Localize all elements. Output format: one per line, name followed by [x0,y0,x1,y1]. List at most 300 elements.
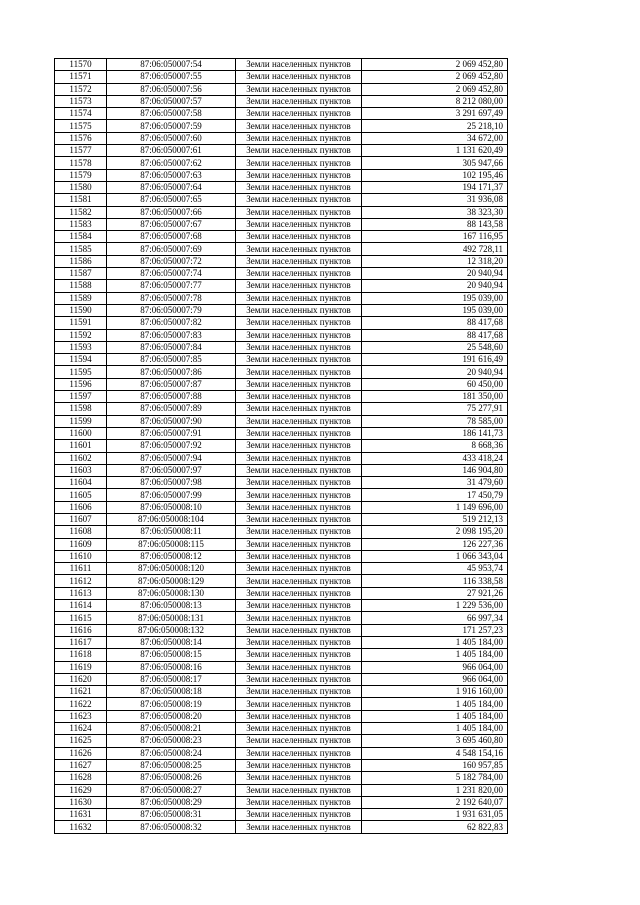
table-row [55,317,508,329]
row-number-cell: 11626 [55,747,107,759]
land-category-cell: Земли населенных пунктов [236,268,362,280]
land-category-cell: Земли населенных пунктов [236,587,362,599]
table-row [55,440,508,452]
cadastral-number-cell: 87:06:050007:83 [107,329,236,341]
row-number-cell: 11585 [55,243,107,255]
table-row [55,489,508,501]
cadastral-number-cell: 87:06:050008:10 [107,501,236,513]
land-category-cell: Земли населенных пунктов [236,120,362,132]
table-row [55,280,508,292]
land-category-cell: Земли населенных пунктов [236,341,362,353]
row-number-cell: 11622 [55,698,107,710]
land-category-cell: Земли населенных пунктов [236,550,362,562]
land-category-cell: Земли населенных пунктов [236,477,362,489]
cadastral-number-cell: 87:06:050008:129 [107,575,236,587]
cadastral-value-cell: 126 227,36 [362,538,508,550]
cadastral-value-cell: 25 218,10 [362,120,508,132]
row-number-cell: 11614 [55,600,107,612]
land-category-cell: Земли населенных пунктов [236,489,362,501]
row-number-cell: 11602 [55,452,107,464]
row-number-cell: 11613 [55,587,107,599]
row-number-cell: 11571 [55,71,107,83]
cadastral-value-cell: 45 953,74 [362,563,508,575]
row-number-cell: 11610 [55,550,107,562]
row-number-cell: 11579 [55,169,107,181]
cadastral-number-cell: 87:06:050007:69 [107,243,236,255]
cadastral-value-table [54,58,508,834]
cadastral-value-cell: 20 940,94 [362,366,508,378]
table-row [55,59,508,71]
cadastral-value-cell: 31 479,60 [362,477,508,489]
cadastral-value-cell: 75 277,91 [362,403,508,415]
cadastral-value-cell: 2 098 195,20 [362,526,508,538]
row-number-cell: 11624 [55,723,107,735]
cadastral-value-cell: 88 143,58 [362,218,508,230]
row-number-cell: 11587 [55,268,107,280]
row-number-cell: 11580 [55,181,107,193]
row-number-cell: 11598 [55,403,107,415]
table-row [55,809,508,821]
row-number-cell: 11611 [55,563,107,575]
land-category-cell: Земли населенных пунктов [236,132,362,144]
cadastral-number-cell: 87:06:050007:91 [107,427,236,439]
land-category-cell: Земли населенных пунктов [236,710,362,722]
cadastral-number-cell: 87:06:050007:87 [107,378,236,390]
land-category-cell: Земли населенных пунктов [236,403,362,415]
cadastral-number-cell: 87:06:050007:58 [107,108,236,120]
row-number-cell: 11578 [55,157,107,169]
land-category-cell: Земли населенных пунктов [236,59,362,71]
land-category-cell: Земли населенных пунктов [236,378,362,390]
cadastral-value-cell: 62 822,83 [362,821,508,833]
land-category-cell: Земли населенных пунктов [236,71,362,83]
row-number-cell: 11594 [55,354,107,366]
table-row [55,686,508,698]
land-category-cell: Земли населенных пунктов [236,304,362,316]
table-body [55,59,508,834]
row-number-cell: 11625 [55,735,107,747]
cadastral-value-cell: 1 405 184,00 [362,636,508,648]
table-row [55,526,508,538]
table-row [55,169,508,181]
cadastral-value-cell: 38 323,30 [362,206,508,218]
table-row [55,661,508,673]
land-category-cell: Земли населенных пунктов [236,624,362,636]
cadastral-value-cell: 60 450,00 [362,378,508,390]
land-category-cell: Земли населенных пунктов [236,747,362,759]
row-number-cell: 11575 [55,120,107,132]
cadastral-number-cell: 87:06:050007:92 [107,440,236,452]
cadastral-value-cell: 195 039,00 [362,304,508,316]
table-row [55,181,508,193]
row-number-cell: 11605 [55,489,107,501]
land-category-cell: Земли населенных пунктов [236,501,362,513]
table-row [55,378,508,390]
row-number-cell: 11589 [55,292,107,304]
table-row [55,255,508,267]
row-number-cell: 11616 [55,624,107,636]
land-category-cell: Земли населенных пунктов [236,206,362,218]
cadastral-number-cell: 87:06:050008:12 [107,550,236,562]
cadastral-value-cell: 88 417,68 [362,329,508,341]
row-number-cell: 11607 [55,513,107,525]
cadastral-value-cell: 34 672,00 [362,132,508,144]
cadastral-number-cell: 87:06:050008:14 [107,636,236,648]
table-row [55,427,508,439]
cadastral-number-cell: 87:06:050008:19 [107,698,236,710]
cadastral-number-cell: 87:06:050008:115 [107,538,236,550]
table-row [55,673,508,685]
table-row [55,710,508,722]
row-number-cell: 11603 [55,464,107,476]
land-category-cell: Земли населенных пунктов [236,415,362,427]
cadastral-value-cell: 1 405 184,00 [362,649,508,661]
cadastral-number-cell: 87:06:050007:59 [107,120,236,132]
cadastral-value-cell: 78 585,00 [362,415,508,427]
cadastral-number-cell: 87:06:050007:54 [107,59,236,71]
table-row [55,624,508,636]
cadastral-number-cell: 87:06:050007:97 [107,464,236,476]
cadastral-number-cell: 87:06:050008:17 [107,673,236,685]
land-category-cell: Земли населенных пунктов [236,686,362,698]
table-row [55,612,508,624]
cadastral-number-cell: 87:06:050007:74 [107,268,236,280]
cadastral-value-cell: 20 940,94 [362,268,508,280]
cadastral-number-cell: 87:06:050008:24 [107,747,236,759]
cadastral-value-cell: 433 418,24 [362,452,508,464]
cadastral-value-cell: 191 616,49 [362,354,508,366]
cadastral-value-cell: 1 405 184,00 [362,710,508,722]
cadastral-number-cell: 87:06:050008:29 [107,796,236,808]
row-number-cell: 11609 [55,538,107,550]
cadastral-value-cell: 966 064,00 [362,673,508,685]
cadastral-value-cell: 171 257,23 [362,624,508,636]
cadastral-number-cell: 87:06:050007:60 [107,132,236,144]
land-category-cell: Земли населенных пунктов [236,673,362,685]
cadastral-number-cell: 87:06:050007:78 [107,292,236,304]
land-category-cell: Земли населенных пунктов [236,698,362,710]
row-number-cell: 11627 [55,759,107,771]
land-category-cell: Земли населенных пунктов [236,255,362,267]
cadastral-number-cell: 87:06:050007:65 [107,194,236,206]
cadastral-value-cell: 1 229 536,00 [362,600,508,612]
cadastral-number-cell: 87:06:050007:62 [107,157,236,169]
row-number-cell: 11618 [55,649,107,661]
cadastral-value-cell: 492 728,11 [362,243,508,255]
row-number-cell: 11621 [55,686,107,698]
land-category-cell: Земли населенных пунктов [236,108,362,120]
table-row [55,575,508,587]
cadastral-value-cell: 102 195,46 [362,169,508,181]
land-category-cell: Земли населенных пунктов [236,649,362,661]
cadastral-value-cell: 8 212 080,00 [362,95,508,107]
land-category-cell: Земли населенных пунктов [236,440,362,452]
table-row [55,71,508,83]
cadastral-number-cell: 87:06:050008:32 [107,821,236,833]
table-row [55,354,508,366]
cadastral-number-cell: 87:06:050007:77 [107,280,236,292]
cadastral-number-cell: 87:06:050008:131 [107,612,236,624]
table-row [55,452,508,464]
land-category-cell: Земли населенных пунктов [236,169,362,181]
row-number-cell: 11629 [55,784,107,796]
land-category-cell: Земли населенных пунктов [236,292,362,304]
land-category-cell: Земли населенных пунктов [236,563,362,575]
cadastral-value-cell: 8 668,36 [362,440,508,452]
cadastral-value-cell: 1 405 184,00 [362,723,508,735]
land-category-cell: Земли населенных пунктов [236,600,362,612]
table-row [55,292,508,304]
cadastral-number-cell: 87:06:050008:130 [107,587,236,599]
row-number-cell: 11600 [55,427,107,439]
table-row [55,464,508,476]
cadastral-number-cell: 87:06:050007:99 [107,489,236,501]
cadastral-number-cell: 87:06:050008:120 [107,563,236,575]
table-row [55,108,508,120]
row-number-cell: 11588 [55,280,107,292]
land-category-cell: Земли населенных пунктов [236,759,362,771]
row-number-cell: 11597 [55,391,107,403]
row-number-cell: 11606 [55,501,107,513]
table-row [55,120,508,132]
cadastral-number-cell: 87:06:050007:82 [107,317,236,329]
table-row [55,145,508,157]
cadastral-number-cell: 87:06:050007:64 [107,181,236,193]
land-category-cell: Земли населенных пунктов [236,366,362,378]
table-row [55,600,508,612]
table-row [55,821,508,833]
land-category-cell: Земли населенных пунктов [236,796,362,808]
row-number-cell: 11620 [55,673,107,685]
land-category-cell: Земли населенных пунктов [236,181,362,193]
table-row [55,268,508,280]
row-number-cell: 11595 [55,366,107,378]
table-row [55,83,508,95]
table-row [55,341,508,353]
table-row [55,132,508,144]
table-row [55,513,508,525]
cadastral-value-cell: 305 947,66 [362,157,508,169]
row-number-cell: 11608 [55,526,107,538]
cadastral-value-cell: 12 318,20 [362,255,508,267]
cadastral-number-cell: 87:06:050008:132 [107,624,236,636]
row-number-cell: 11592 [55,329,107,341]
table-row [55,206,508,218]
cadastral-number-cell: 87:06:050007:98 [107,477,236,489]
land-category-cell: Земли населенных пунктов [236,821,362,833]
cadastral-number-cell: 87:06:050007:89 [107,403,236,415]
cadastral-number-cell: 87:06:050007:86 [107,366,236,378]
row-number-cell: 11581 [55,194,107,206]
cadastral-value-cell: 17 450,79 [362,489,508,501]
table-row [55,563,508,575]
cadastral-value-cell: 1 405 184,00 [362,698,508,710]
cadastral-number-cell: 87:06:050007:84 [107,341,236,353]
table-row [55,796,508,808]
cadastral-number-cell: 87:06:050008:16 [107,661,236,673]
cadastral-value-cell: 88 417,68 [362,317,508,329]
row-number-cell: 11630 [55,796,107,808]
land-category-cell: Земли населенных пунктов [236,231,362,243]
land-category-cell: Земли населенных пунктов [236,735,362,747]
cadastral-value-cell: 1 149 696,00 [362,501,508,513]
table-row [55,747,508,759]
land-category-cell: Земли населенных пунктов [236,317,362,329]
table-row [55,772,508,784]
cadastral-number-cell: 87:06:050008:13 [107,600,236,612]
cadastral-value-cell: 195 039,00 [362,292,508,304]
land-category-cell: Земли населенных пунктов [236,354,362,366]
cadastral-value-cell: 1 931 631,05 [362,809,508,821]
cadastral-value-cell: 186 141,73 [362,427,508,439]
cadastral-value-cell: 194 171,37 [362,181,508,193]
cadastral-number-cell: 87:06:050007:68 [107,231,236,243]
cadastral-number-cell: 87:06:050007:61 [107,145,236,157]
table-row [55,194,508,206]
land-category-cell: Земли населенных пунктов [236,329,362,341]
land-category-cell: Земли населенных пунктов [236,575,362,587]
cadastral-number-cell: 87:06:050008:27 [107,784,236,796]
table-row [55,403,508,415]
land-category-cell: Земли населенных пунктов [236,427,362,439]
row-number-cell: 11623 [55,710,107,722]
row-number-cell: 11576 [55,132,107,144]
cadastral-value-cell: 3 695 460,80 [362,735,508,747]
table-row [55,243,508,255]
table-row [55,304,508,316]
land-category-cell: Земли населенных пунктов [236,145,362,157]
row-number-cell: 11628 [55,772,107,784]
table-row [55,501,508,513]
row-number-cell: 11574 [55,108,107,120]
cadastral-value-cell: 66 997,34 [362,612,508,624]
cadastral-number-cell: 87:06:050008:25 [107,759,236,771]
cadastral-number-cell: 87:06:050008:31 [107,809,236,821]
table-row [55,649,508,661]
land-category-cell: Земли населенных пунктов [236,243,362,255]
land-category-cell: Земли населенных пунктов [236,218,362,230]
cadastral-number-cell: 87:06:050007:56 [107,83,236,95]
table-row [55,157,508,169]
cadastral-number-cell: 87:06:050008:104 [107,513,236,525]
cadastral-number-cell: 87:06:050007:57 [107,95,236,107]
row-number-cell: 11583 [55,218,107,230]
land-category-cell: Земли населенных пунктов [236,538,362,550]
cadastral-value-cell: 519 212,13 [362,513,508,525]
row-number-cell: 11590 [55,304,107,316]
table-row [55,95,508,107]
table-row [55,550,508,562]
cadastral-value-cell: 25 548,60 [362,341,508,353]
table-row [55,735,508,747]
cadastral-number-cell: 87:06:050008:20 [107,710,236,722]
row-number-cell: 11572 [55,83,107,95]
table-row [55,538,508,550]
land-category-cell: Земли населенных пунктов [236,513,362,525]
cadastral-value-cell: 966 064,00 [362,661,508,673]
row-number-cell: 11582 [55,206,107,218]
table-row [55,784,508,796]
cadastral-number-cell: 87:06:050007:63 [107,169,236,181]
cadastral-number-cell: 87:06:050008:15 [107,649,236,661]
cadastral-value-cell: 2 192 640,07 [362,796,508,808]
cadastral-value-cell: 146 904,80 [362,464,508,476]
cadastral-value-cell: 3 291 697,49 [362,108,508,120]
cadastral-number-cell: 87:06:050007:72 [107,255,236,267]
land-category-cell: Земли населенных пунктов [236,391,362,403]
row-number-cell: 11584 [55,231,107,243]
cadastral-value-cell: 1 916 160,00 [362,686,508,698]
row-number-cell: 11615 [55,612,107,624]
row-number-cell: 11593 [55,341,107,353]
land-category-cell: Земли населенных пунктов [236,772,362,784]
row-number-cell: 11632 [55,821,107,833]
table-row [55,698,508,710]
row-number-cell: 11599 [55,415,107,427]
table-row [55,587,508,599]
row-number-cell: 11577 [55,145,107,157]
land-category-cell: Земли населенных пунктов [236,526,362,538]
table-row [55,415,508,427]
cadastral-value-cell: 116 338,58 [362,575,508,587]
cadastral-value-cell: 2 069 452,80 [362,71,508,83]
table-row [55,218,508,230]
row-number-cell: 11631 [55,809,107,821]
land-category-cell: Земли населенных пунктов [236,612,362,624]
table-row [55,759,508,771]
land-category-cell: Земли населенных пунктов [236,723,362,735]
land-category-cell: Земли населенных пунктов [236,464,362,476]
cadastral-number-cell: 87:06:050007:66 [107,206,236,218]
cadastral-number-cell: 87:06:050007:88 [107,391,236,403]
cadastral-number-cell: 87:06:050008:23 [107,735,236,747]
table-row [55,366,508,378]
cadastral-value-cell: 20 940,94 [362,280,508,292]
land-category-cell: Земли населенных пунктов [236,280,362,292]
cadastral-value-cell: 31 936,08 [362,194,508,206]
land-category-cell: Земли населенных пунктов [236,452,362,464]
cadastral-value-cell: 181 350,00 [362,391,508,403]
land-category-cell: Земли населенных пунктов [236,83,362,95]
cadastral-number-cell: 87:06:050007:79 [107,304,236,316]
cadastral-number-cell: 87:06:050008:18 [107,686,236,698]
cadastral-value-cell: 27 921,26 [362,587,508,599]
cadastral-number-cell: 87:06:050007:94 [107,452,236,464]
cadastral-number-cell: 87:06:050007:90 [107,415,236,427]
land-category-cell: Земли населенных пунктов [236,636,362,648]
cadastral-value-cell: 160 957,85 [362,759,508,771]
row-number-cell: 11596 [55,378,107,390]
row-number-cell: 11617 [55,636,107,648]
table-row [55,723,508,735]
land-category-cell: Земли населенных пунктов [236,784,362,796]
row-number-cell: 11591 [55,317,107,329]
row-number-cell: 11586 [55,255,107,267]
table-row [55,477,508,489]
cadastral-value-cell: 1 066 343,04 [362,550,508,562]
cadastral-number-cell: 87:06:050008:26 [107,772,236,784]
cadastral-value-cell: 167 116,95 [362,231,508,243]
cadastral-value-cell: 5 182 784,00 [362,772,508,784]
row-number-cell: 11601 [55,440,107,452]
land-category-cell: Земли населенных пунктов [236,809,362,821]
table-row [55,636,508,648]
row-number-cell: 11570 [55,59,107,71]
land-category-cell: Земли населенных пунктов [236,157,362,169]
row-number-cell: 11619 [55,661,107,673]
cadastral-number-cell: 87:06:050008:11 [107,526,236,538]
row-number-cell: 11573 [55,95,107,107]
